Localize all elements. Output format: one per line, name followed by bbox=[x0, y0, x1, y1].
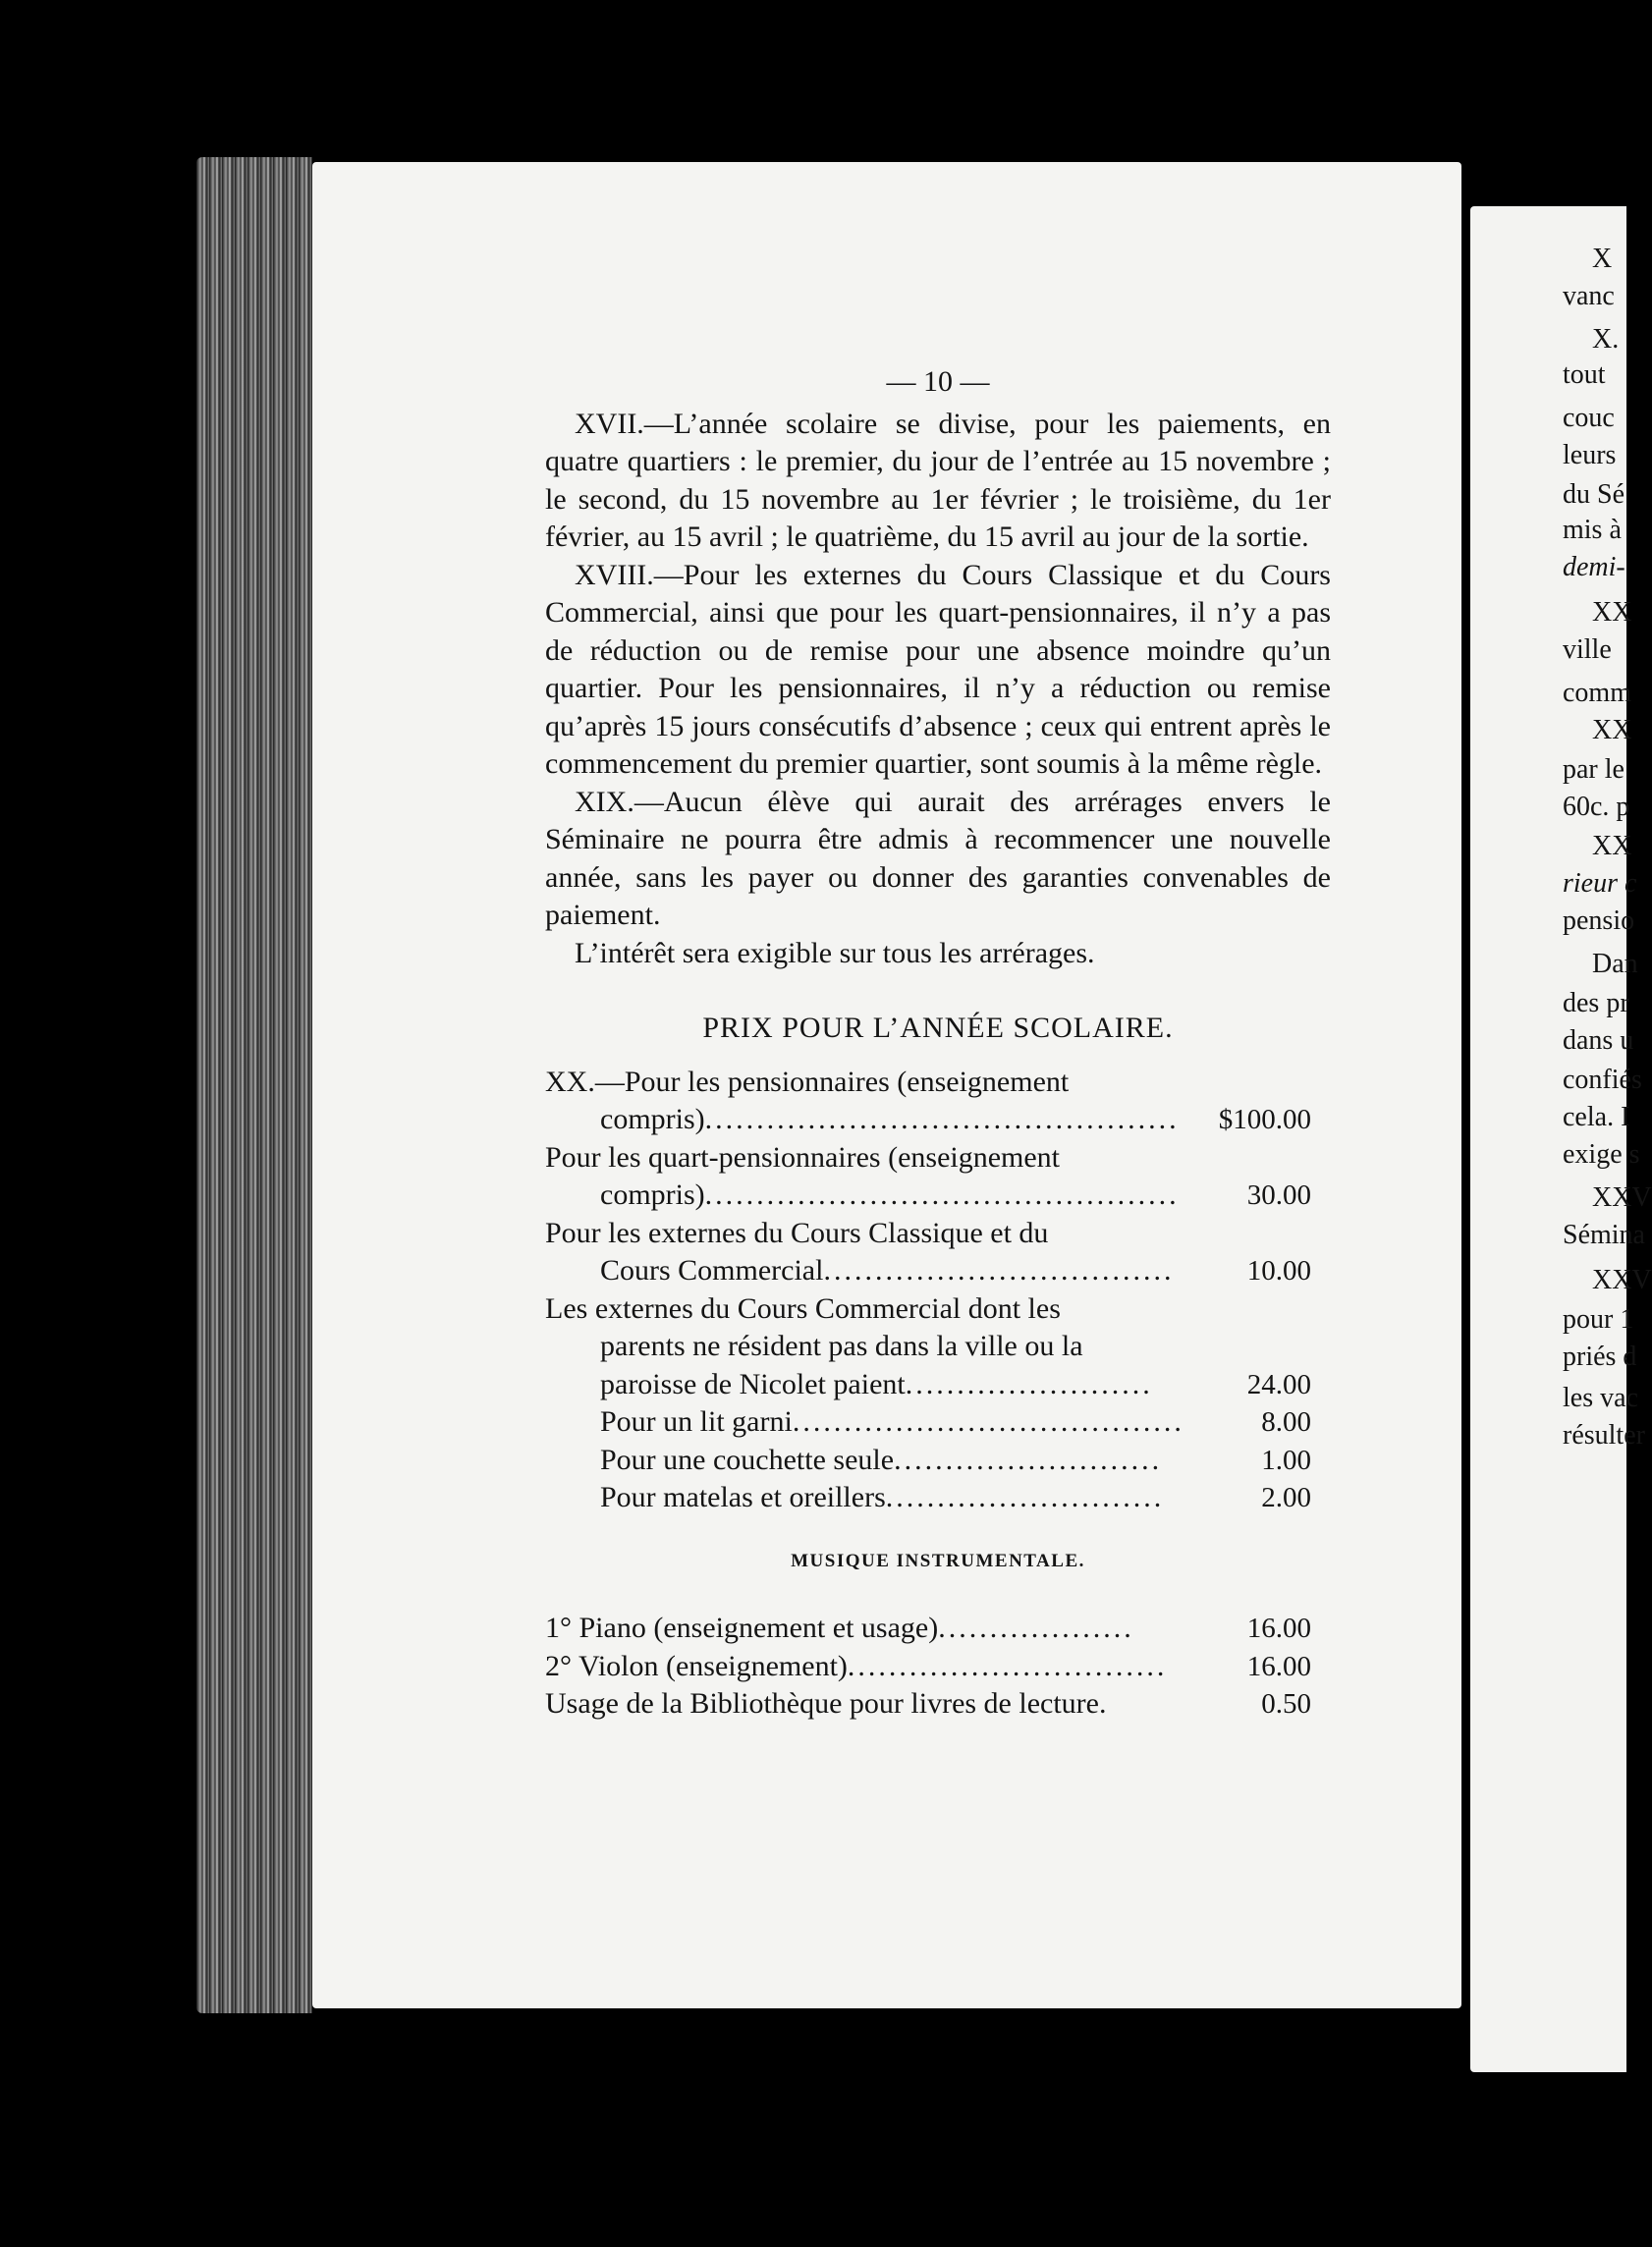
right-page-text-fragment: du Sé bbox=[1563, 479, 1624, 510]
price-amount: 16.00 bbox=[1246, 1650, 1311, 1682]
right-page-text-fragment: XX bbox=[1592, 831, 1632, 861]
right-page-text-fragment: priés d bbox=[1563, 1342, 1637, 1372]
music-item bbox=[545, 1610, 1311, 1648]
right-page-text-fragment: tout bbox=[1563, 359, 1606, 390]
price-amount: 24.00 bbox=[1246, 1368, 1311, 1400]
right-page-text-fragment: XX bbox=[1592, 597, 1632, 628]
right-page-text-fragment: les vac bbox=[1563, 1383, 1638, 1413]
price-item bbox=[545, 1139, 1331, 1215]
music-item bbox=[545, 1685, 1311, 1724]
price-amount: 2.00 bbox=[1261, 1482, 1311, 1513]
leader-dots: .............................................. bbox=[704, 1103, 1180, 1135]
music-label: 2° Violon (enseignement) bbox=[545, 1649, 848, 1682]
right-page-text-fragment: XXV bbox=[1592, 1182, 1652, 1213]
right-page-text-fragment: exige s bbox=[1563, 1139, 1640, 1170]
price-description-line: parents ne résident pas dans la ville ou la bbox=[600, 1330, 1083, 1362]
interest-note: L’intérêt sera exigible sur tous les arrérages. bbox=[575, 936, 1095, 969]
music-label: 1° Piano (enseignement et usage) bbox=[545, 1612, 939, 1644]
leader-dots: ...................................... bbox=[792, 1405, 1184, 1438]
price-description-line: Pour les externes du Cours Classique et du bbox=[545, 1216, 1049, 1249]
music-label: Usage de la Bibliothèque pour livres de lecture. bbox=[545, 1687, 1107, 1720]
right-page-text-fragment: 60c. p bbox=[1563, 792, 1630, 822]
leader-dots: .............................................. bbox=[704, 1178, 1180, 1211]
book-page-edges bbox=[196, 157, 312, 2013]
price-amount: 0.50 bbox=[1261, 1688, 1311, 1720]
price-description-line: Pour les quart-pensionnaires (enseignement bbox=[545, 1140, 1061, 1174]
music-heading: MUSIQUE INSTRUMENTALE. bbox=[791, 1550, 1085, 1571]
music-item bbox=[545, 1648, 1311, 1686]
price-item bbox=[545, 1290, 1331, 1404]
price-description-cont: paroisse de Nicolet paient bbox=[600, 1367, 906, 1400]
extra-item bbox=[545, 1479, 1311, 1517]
price-description-cont: compris) bbox=[600, 1103, 705, 1135]
right-page-text-fragment: mis à bbox=[1563, 515, 1622, 545]
right-page-text-fragment: pour 1 bbox=[1563, 1304, 1634, 1335]
price-amount: 8.00 bbox=[1261, 1406, 1311, 1438]
right-page-text-fragment: des pr bbox=[1563, 988, 1629, 1018]
article-18: XVIII.—Pour les externes du Cours Classique et du Cours Commercial, ainsi que pour les quart-pensionnaires, il n’y a pas de réduction ou de remise pour une absence moindre qu’un quartier. Pour les pensionnaires, il n’y a réduction ou remise qu’après 15 jours consécutifs d’absence ; ceux qui entrent après le commencement du premier quartier, sont soumis à la même règle. bbox=[545, 558, 1331, 780]
right-page-fragment bbox=[1470, 206, 1652, 2072]
extra-label: Pour une couchette seule bbox=[600, 1443, 895, 1476]
price-amount: 1.00 bbox=[1261, 1444, 1311, 1476]
right-page-text-fragment: pensio bbox=[1563, 905, 1635, 936]
page-content bbox=[545, 363, 1331, 1724]
right-page-text-fragment: demi- bbox=[1563, 552, 1625, 582]
price-item bbox=[545, 1064, 1331, 1139]
right-page-text-fragment: confiés bbox=[1563, 1065, 1642, 1095]
price-description-line: Les externes du Cours Commercial dont les bbox=[545, 1291, 1061, 1325]
leader-dots: ........................ bbox=[905, 1367, 1153, 1400]
extra-label: Pour matelas et oreillers bbox=[600, 1481, 886, 1513]
right-page-text-fragment: dans u bbox=[1563, 1025, 1634, 1056]
right-page-text-fragment: comm bbox=[1563, 678, 1631, 708]
article-19: XIX.—Aucun élève qui aurait des arrérages envers le Séminaire ne pourra être admis à recommencer une nouvelle année, sans les payer ou donner des garanties convenables de paiement. bbox=[545, 785, 1331, 931]
right-page-text-fragment: résulter bbox=[1563, 1420, 1645, 1451]
right-page-text-fragment: par le bbox=[1563, 754, 1624, 785]
price-item bbox=[545, 1215, 1331, 1290]
right-page-text-fragment: rieur c bbox=[1563, 868, 1637, 899]
extra-item bbox=[545, 1403, 1311, 1442]
right-page-text-fragment: X bbox=[1592, 244, 1613, 274]
right-page-text-fragment: couc bbox=[1563, 403, 1615, 433]
right-page-text-fragment: Sémina bbox=[1563, 1220, 1645, 1250]
right-page-text-fragment: Dan bbox=[1592, 949, 1638, 979]
right-page-text-fragment: cela. I bbox=[1563, 1102, 1630, 1132]
leader-dots: .......................... bbox=[894, 1443, 1163, 1476]
right-page-text-fragment: leurs bbox=[1563, 440, 1617, 470]
extra-item bbox=[545, 1442, 1311, 1480]
price-description-cont: compris) bbox=[600, 1178, 705, 1211]
right-page-text-fragment: XXV bbox=[1592, 1265, 1652, 1295]
price-section-title: PRIX POUR L’ANNÉE SCOLAIRE. bbox=[702, 1012, 1174, 1044]
leader-dots: ............................... bbox=[847, 1649, 1168, 1682]
leader-dots: .................................. bbox=[823, 1254, 1175, 1287]
right-page-text-fragment: XX bbox=[1592, 715, 1632, 745]
right-page-text-fragment: vanc bbox=[1563, 281, 1615, 311]
price-description-cont: Cours Commercial bbox=[600, 1254, 824, 1287]
extra-label: Pour un lit garni bbox=[600, 1405, 793, 1438]
price-amount: 10.00 bbox=[1246, 1255, 1311, 1287]
page-number: — 10 — bbox=[886, 365, 990, 398]
right-page-text-fragment: ville bbox=[1563, 634, 1612, 665]
price-description-line: XX.—Pour les pensionnaires (enseignement bbox=[545, 1065, 1070, 1098]
price-amount: 30.00 bbox=[1246, 1179, 1311, 1211]
leader-dots: ........................... bbox=[885, 1481, 1165, 1513]
price-amount: 16.00 bbox=[1246, 1613, 1311, 1644]
price-amount: $100.00 bbox=[1218, 1104, 1311, 1135]
right-page-text-fragment: X. bbox=[1592, 324, 1620, 355]
article-17: XVII.—L’année scolaire se divise, pour les paiements, en quatre quartiers : le premier, du jour de l’entrée au 15 novembre ; le second, du 15 novembre au 1er février ; le troisième, du 1er février, au 15 avril ; le quatrième, du 15 avril au jour de la sortie. bbox=[545, 407, 1331, 553]
leader-dots: ................... bbox=[938, 1612, 1134, 1644]
